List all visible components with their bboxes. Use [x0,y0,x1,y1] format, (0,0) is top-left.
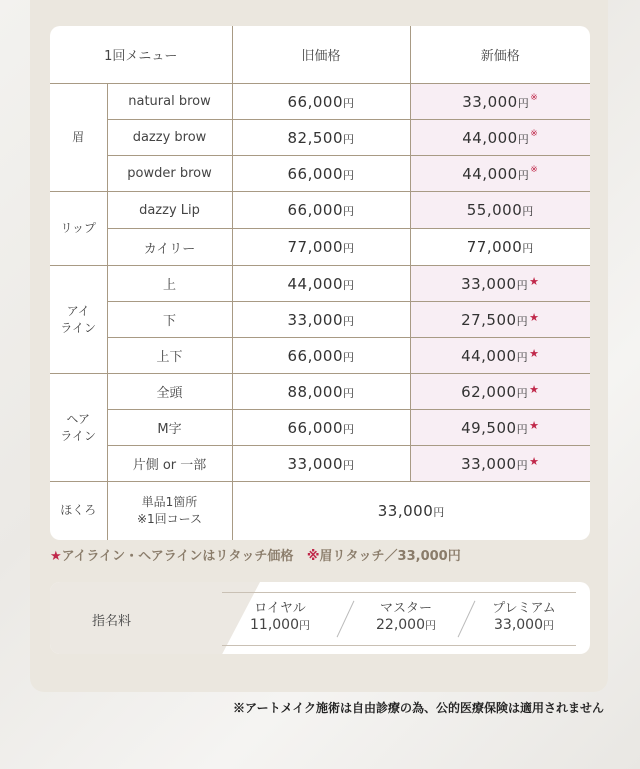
menu-name: カイリー [107,229,232,266]
category-hairline: ヘア ライン [50,374,107,482]
menu-name: 全頭 [107,374,232,410]
old-price: 33,000円 [232,302,410,338]
menu-name: 上下 [107,338,232,374]
menu-name: dazzy brow [107,120,232,156]
category-lip: リップ [50,192,107,266]
star-mark: ★ [529,382,540,396]
new-price: 77,000円 [410,229,590,266]
old-price: 66,000円 [232,192,410,229]
price-table [50,26,590,540]
old-price: 77,000円 [232,229,410,266]
old-price: 44,000円 [232,266,410,302]
new-price: 49,500円★ [410,410,590,446]
old-price: 88,000円 [232,374,410,410]
disclaimer-text: ※アートメイク施術は自由診療の為、公的医療保険は適用されません [232,701,604,715]
old-price: 82,500円 [232,120,410,156]
star-mark: ★ [529,418,540,432]
star-mark: ★ [529,346,540,360]
new-price: 44,000円※ [410,156,590,192]
star-mark: ★ [529,274,540,288]
new-price: 33,000円★ [410,446,590,482]
nomination-fee-card [50,582,590,654]
new-price: 27,500円★ [410,302,590,338]
menu-name: 片側 or 一部 [107,446,232,482]
category-eyeline: アイ ライン [50,266,107,374]
kome-mark: ※ [530,128,539,139]
menu-name: 下 [107,302,232,338]
new-price: 62,000円★ [410,374,590,410]
menu-name: natural brow [107,84,232,120]
star-mark: ★ [529,454,540,468]
old-price: 66,000円 [232,410,410,446]
kome-mark: ※ [530,164,539,175]
price-table-card [50,26,590,540]
divider [337,601,355,638]
menu-name: powder brow [107,156,232,192]
divider [458,601,476,638]
new-price: 44,000円※ [410,120,590,156]
header-menu: 1回メニュー [50,26,232,84]
category-hokuro: ほくろ [50,482,107,540]
star-mark: ★ [529,310,540,324]
fee-item-royal: ロイヤル 11,000円 [250,601,310,633]
header-old-price: 旧価格 [232,26,410,84]
hokuro-menu: 単品1箇所 ※1回コース [107,482,232,540]
fee-item-master: マスター 22,000円 [376,601,436,633]
fee-item-premium: プレミアム 33,000円 [492,601,556,633]
old-price: 66,000円 [232,156,410,192]
new-price: 44,000円★ [410,338,590,374]
menu-name: M字 [107,410,232,446]
old-price: 66,000円 [232,338,410,374]
retouch-note: ★アイライン・ヘアラインはリタッチ価格 ※眉リタッチ／33,000円 [50,549,461,564]
fee-label: 指名料 [92,614,132,629]
fee-items [222,592,576,646]
hokuro-price: 33,000円 [232,482,590,540]
category-brow: 眉 [50,84,107,192]
old-price: 33,000円 [232,446,410,482]
new-price: 33,000円※ [410,84,590,120]
menu-name: dazzy Lip [107,192,232,229]
old-price: 66,000円 [232,84,410,120]
menu-name: 上 [107,266,232,302]
kome-mark: ※ [530,92,539,103]
header-new-price: 新価格 [410,26,590,84]
new-price: 33,000円★ [410,266,590,302]
new-price: 55,000円 [410,192,590,229]
